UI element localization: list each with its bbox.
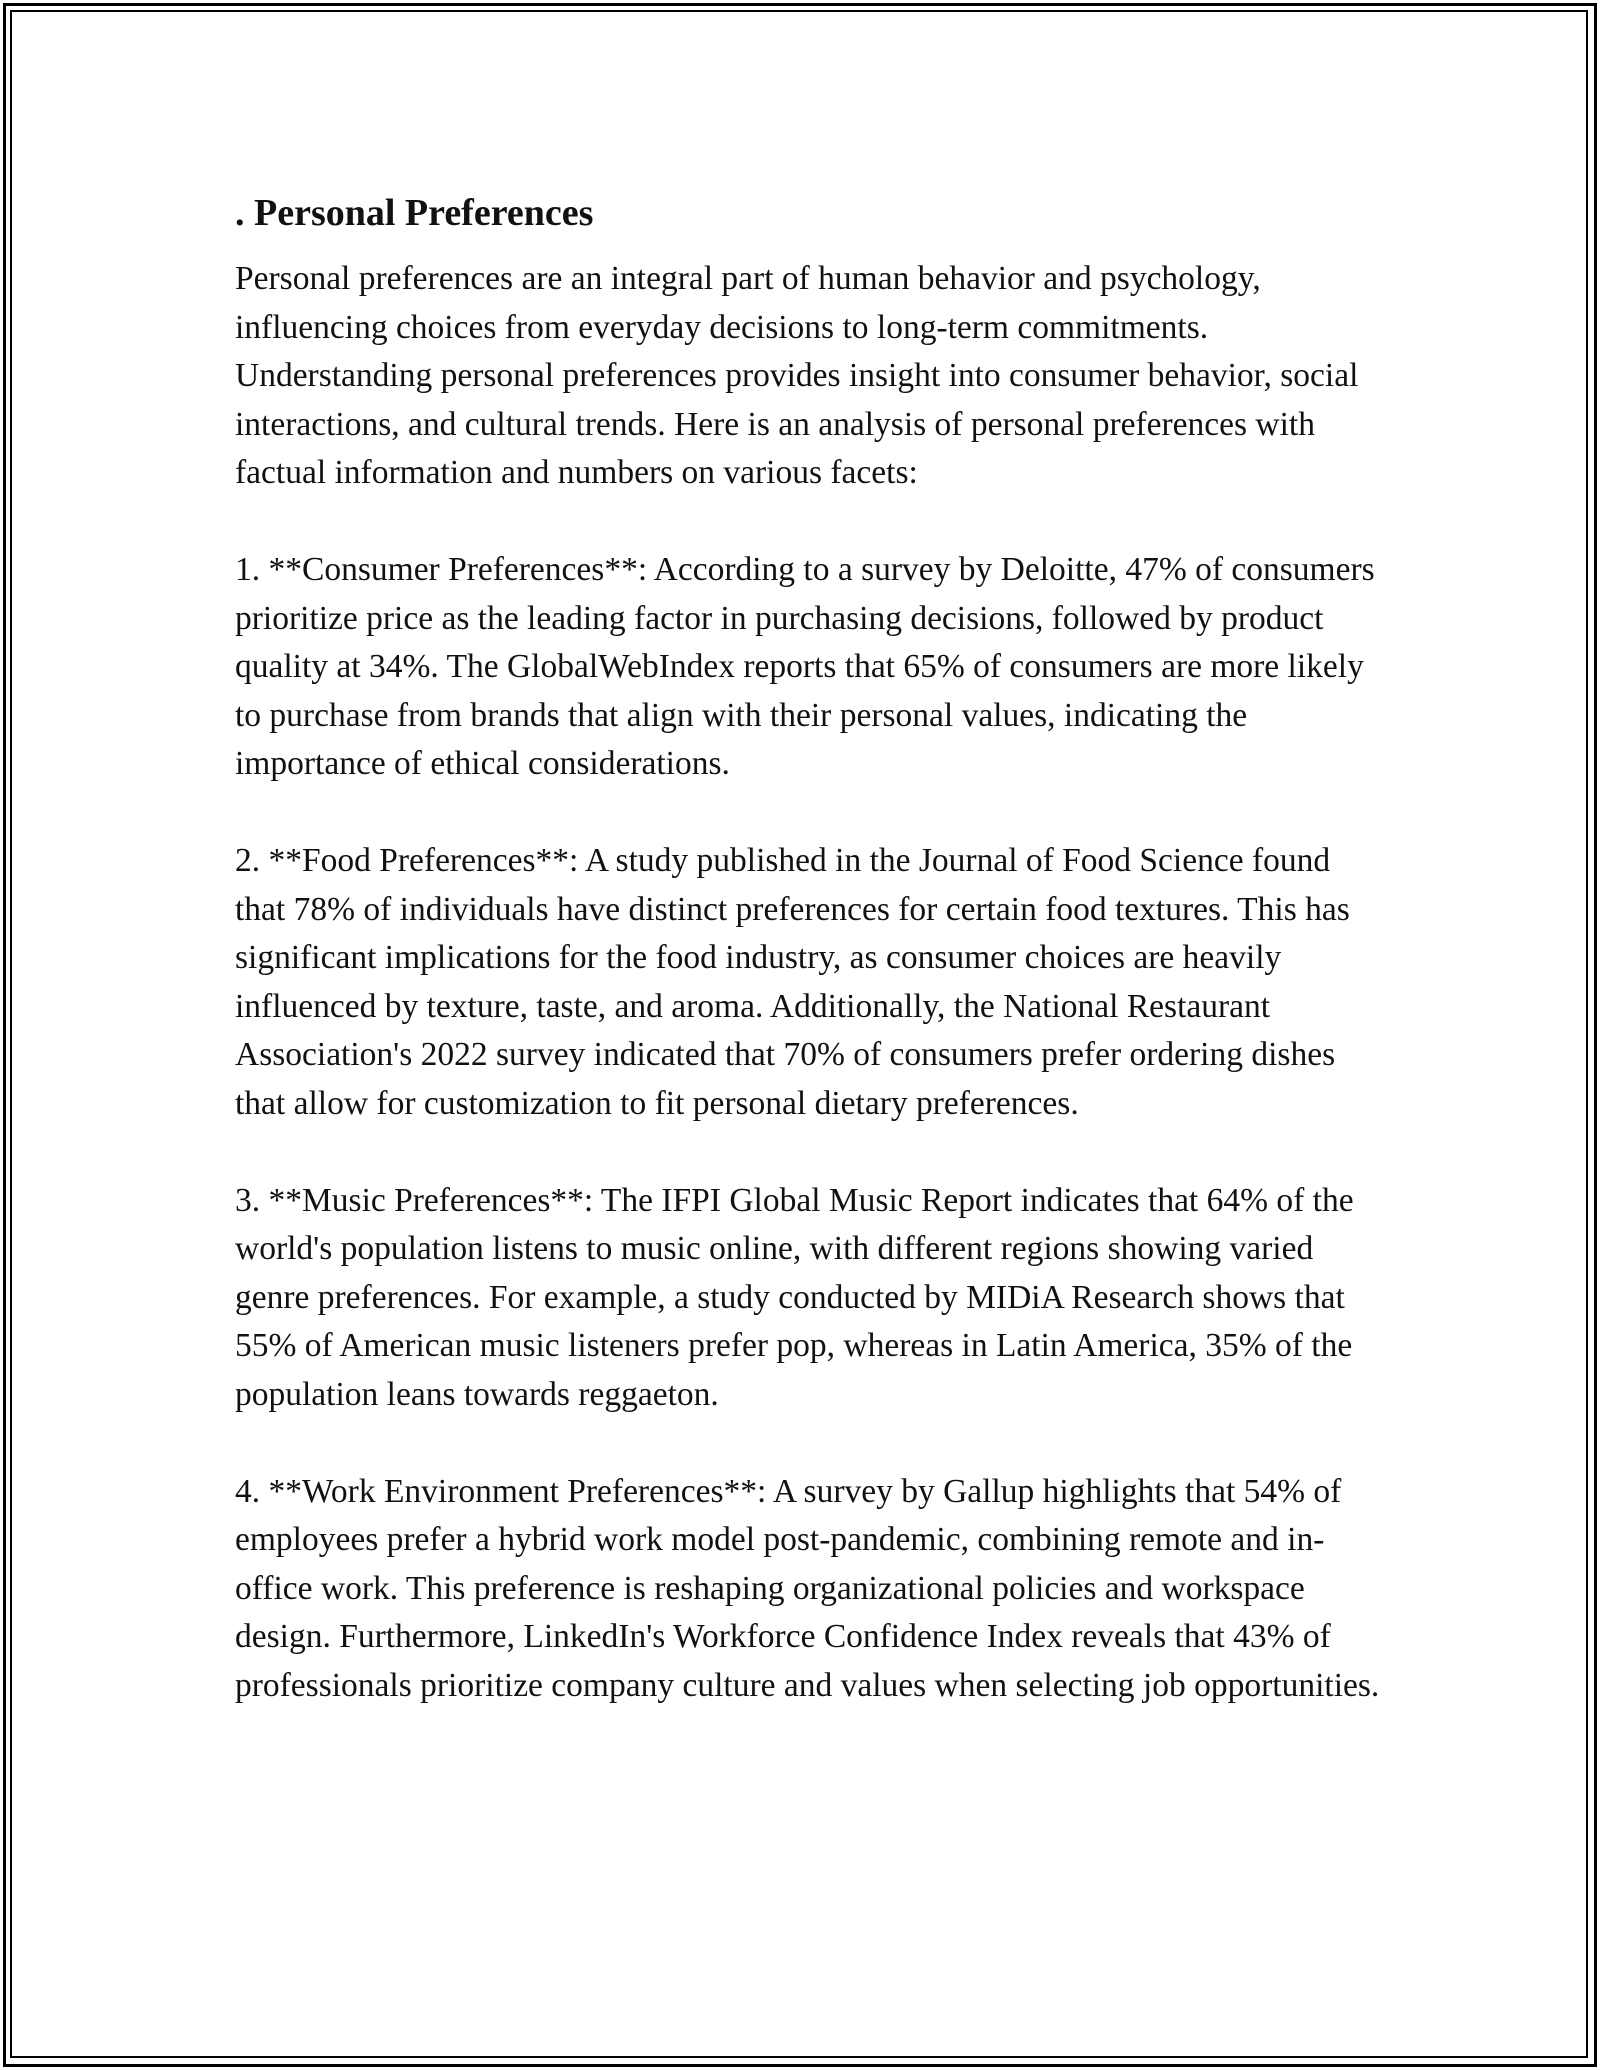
intro-paragraph: Personal preferences are an integral part of human behavior and psychology, influencing choices from everyday decisions to long-term commitments. Understanding personal preferences provides insight into consumer behavior, social interactions, and cultural trends. Here is an analysis of personal preferences with factual information and numbers on various facets:	[235, 260, 1359, 491]
music-preferences-paragraph: 3. **Music Preferences**: The IFPI Global Music Report indicates that 64% of the world's population listens to music online, with different regions showing varied genre preferences. For example, a study conducted by MIDiA Research shows that 55% of American music listeners prefer pop, whereas in Latin America, 35% of the population leans towards reggaeton.	[235, 1181, 1354, 1413]
section-title: . Personal Preferences	[235, 192, 594, 234]
food-preferences-paragraph: 2. **Food Preferences**: A study published in the Journal of Food Science found that 78% of individuals have distinct preferences for certain food textures. This has significant implications for the food industry, as consumer choices are heavily influenced by texture, taste, and aroma. Additionally, the National Restaurant Association's 2022 survey indicated that 70% of consumers prefer ordering dishes that allow for customization to fit personal dietary preferences.	[235, 842, 1350, 1122]
consumer-preferences-paragraph: 1. **Consumer Preferences**: According to a survey by Deloitte, 47% of consumers prioritize price as the leading factor in purchasing decisions, followed by product quality at 34%. The GlobalWebIndex reports that 65% of consumers are more likely to purchase from brands that align with their personal values, indicating the importance of ethical considerations.	[235, 551, 1375, 782]
document-body	[235, 185, 1380, 1710]
work-environment-preferences-paragraph: 4. **Work Environment Preferences**: A survey by Gallup highlights that 54% of employees prefer a hybrid work model post-pandemic, combining remote and in-office work. This preference is reshaping organizational policies and workspace design. Furthermore, LinkedIn's Workforce Confidence Index reveals that 43% of professionals prioritize company culture and values when selecting job opportunities.	[235, 1472, 1380, 1704]
